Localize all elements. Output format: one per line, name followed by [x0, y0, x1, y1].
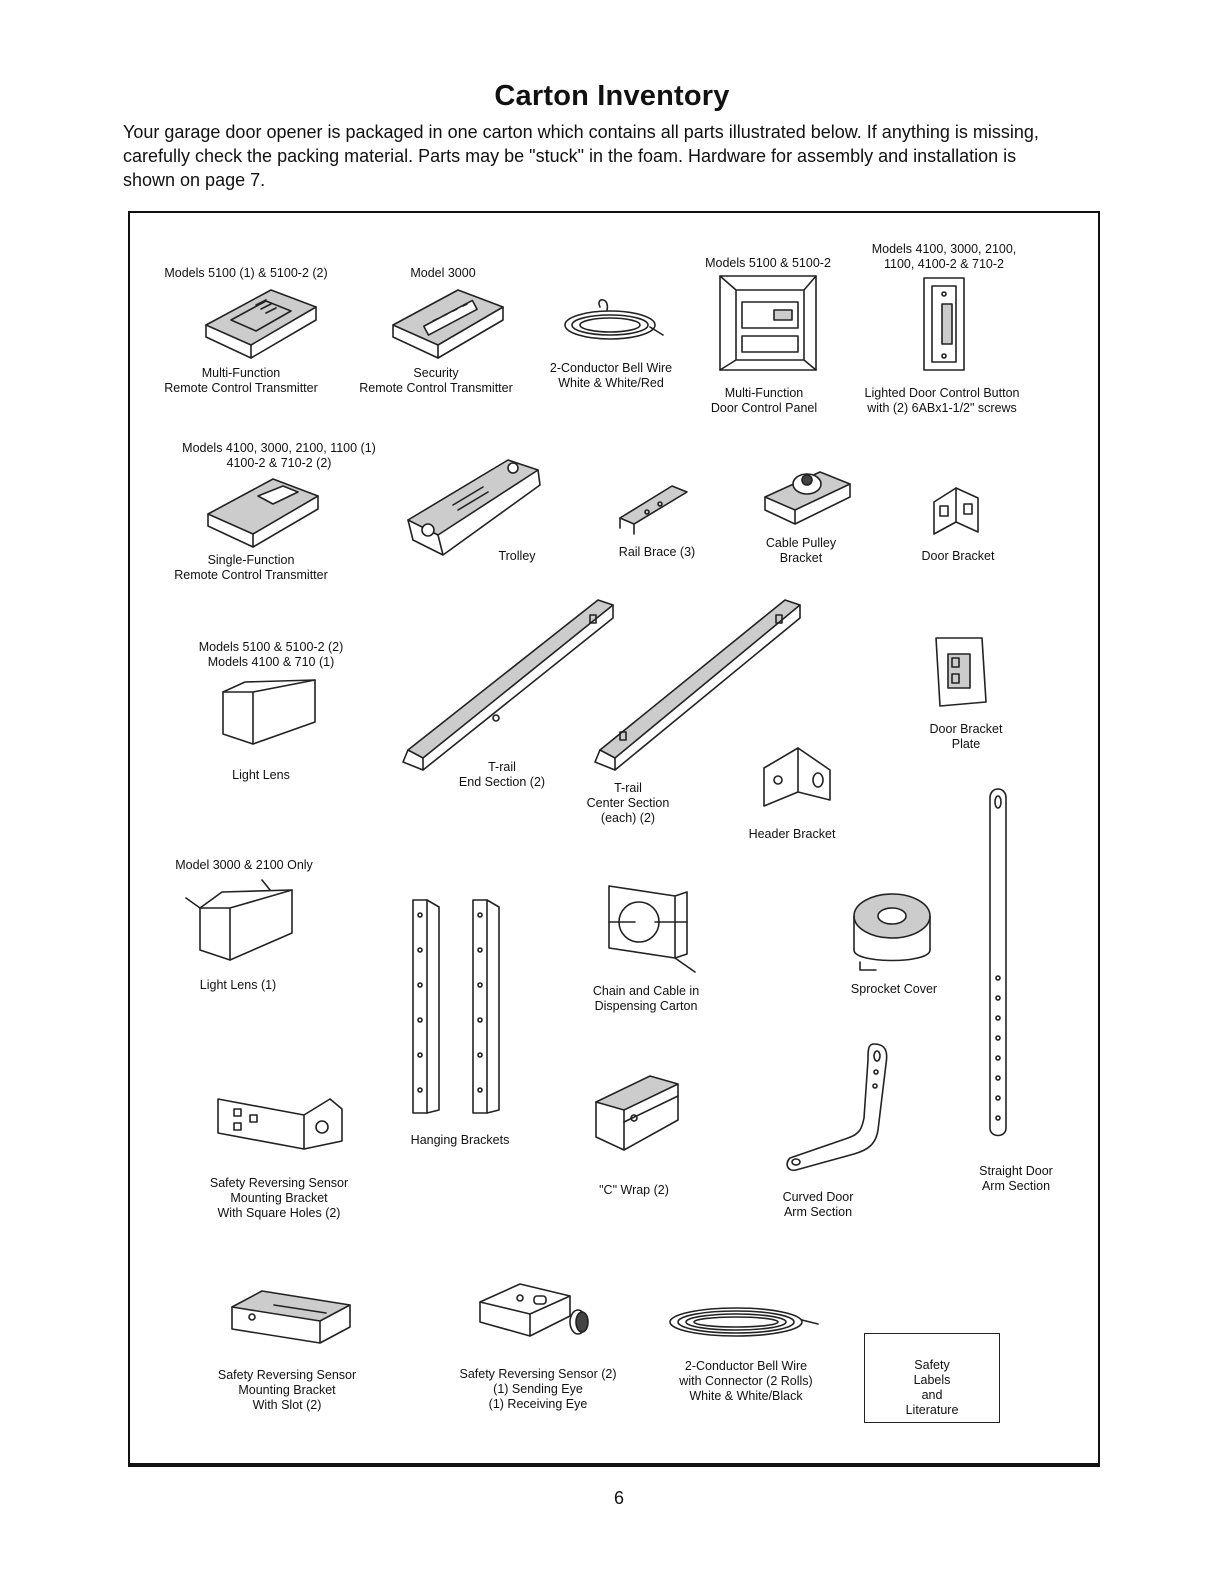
header-bracket-name: Header Bracket — [748, 827, 836, 841]
sprocket-cover-name: Sprocket Cover — [850, 982, 938, 996]
page-title: Carton Inventory — [494, 80, 730, 112]
door-bracket-plate-icon — [930, 632, 992, 712]
safety-sensor-icon — [474, 1280, 594, 1350]
sprocket-cover-icon — [846, 888, 941, 976]
straight-door-arm-icon — [984, 788, 1014, 1140]
curved-arm-name: Curved Door Arm Section — [782, 1190, 854, 1219]
sf-remote-models: Models 4100, 3000, 2100, 1100 (1) 4100-2 & 710-2 (2) — [182, 441, 376, 470]
bell-wire-name: 2-Conductor Bell Wire White & White/Red — [549, 361, 673, 390]
t-rail-center-name: T-rail Center Section (each) (2) — [586, 781, 670, 825]
door-button-models: Models 4100, 3000, 2100, 1100, 4100-2 & 710-2 — [871, 242, 1017, 271]
light-lens-icon — [215, 672, 325, 752]
pulley-bracket-name: Cable Pulley Bracket — [765, 536, 837, 565]
door-panel-name: Multi-Function Door Control Panel — [710, 386, 818, 415]
bell-wire-rolls-icon — [664, 1302, 824, 1342]
page-number: 6 — [613, 1488, 624, 1508]
sensor-bracket-square-icon — [212, 1093, 352, 1155]
sec-remote-name: Security Remote Control Transmitter — [359, 366, 513, 395]
single-function-remote-icon — [198, 474, 328, 554]
safety-labels-name: Safety Labels and Literature — [905, 1358, 959, 1417]
mf-remote-name: Multi-Function Remote Control Transmitter — [164, 366, 318, 395]
door-panel-models: Models 5100 & 5100-2 — [705, 256, 831, 270]
light-lens-1-name: Light Lens (1) — [199, 978, 277, 992]
lighted-door-button-icon — [918, 274, 970, 374]
bell-wire-2-name: 2-Conductor Bell Wire with Connector (2 Rolls) White & White/Black — [679, 1359, 813, 1403]
light-lens-models: Models 5100 & 5100-2 (2) Models 4100 & 710 (1) — [198, 640, 344, 669]
sec-remote-models: Model 3000 — [410, 266, 476, 280]
door-button-name: Lighted Door Control Button with (2) 6ABx1-1/2" screws — [864, 386, 1020, 415]
curved-door-arm-icon — [782, 1038, 892, 1178]
door-bracket-icon — [928, 482, 986, 540]
mf-remote-models: Models 5100 (1) & 5100-2 (2) — [164, 266, 328, 280]
t-rail-end-name: T-rail End Section (2) — [458, 760, 546, 789]
light-lens-1-models: Model 3000 & 2100 Only — [175, 858, 313, 872]
cable-pulley-bracket-icon — [760, 462, 855, 532]
straight-arm-name: Straight Door Arm Section — [979, 1164, 1053, 1193]
door-bracket-name: Door Bracket — [921, 549, 995, 563]
hanging-brackets-name: Hanging Brackets — [410, 1133, 510, 1147]
c-wrap-icon — [588, 1072, 686, 1157]
chain-cable-name: Chain and Cable in Dispensing Carton — [592, 984, 700, 1013]
door-control-panel-icon — [716, 272, 826, 377]
header-bracket-icon — [758, 740, 838, 815]
trolley-name: Trolley — [498, 549, 536, 563]
intro-paragraph: Your garage door opener is packaged in one carton which contains all parts illustrated below. If anything is missing, carefully check the packing material. Parts may be "stuck" in the foam. Hardware for assembly and installation is shown on page 7. — [123, 122, 1039, 190]
c-wrap-name: "C" Wrap (2) — [599, 1183, 669, 1197]
multi-function-remote-icon — [196, 285, 326, 365]
hanging-brackets-icon — [405, 895, 517, 1120]
rail-brace-icon — [612, 478, 692, 538]
rail-brace-name: Rail Brace (3) — [618, 545, 696, 559]
security-remote-icon — [383, 285, 513, 365]
sensor-bracket-sq-name: Safety Reversing Sensor Mounting Bracket With Square Holes (2) — [209, 1176, 349, 1220]
door-bracket-plate-name: Door Bracket Plate — [929, 722, 1003, 751]
sensor-bracket-slot-icon — [226, 1285, 356, 1347]
light-lens-name: Light Lens — [232, 768, 290, 782]
safety-labels-box — [864, 1333, 1000, 1423]
sf-remote-name: Single-Function Remote Control Transmitter — [174, 553, 328, 582]
chain-cable-carton-icon — [605, 882, 700, 977]
bell-wire-icon — [555, 295, 670, 350]
sensor-bracket-slot-name: Safety Reversing Sensor Mounting Bracket With Slot (2) — [217, 1368, 357, 1412]
light-lens-small-icon — [182, 878, 307, 973]
sensor-name: Safety Reversing Sensor (2) (1) Sending Eye (1) Receiving Eye — [459, 1367, 617, 1411]
